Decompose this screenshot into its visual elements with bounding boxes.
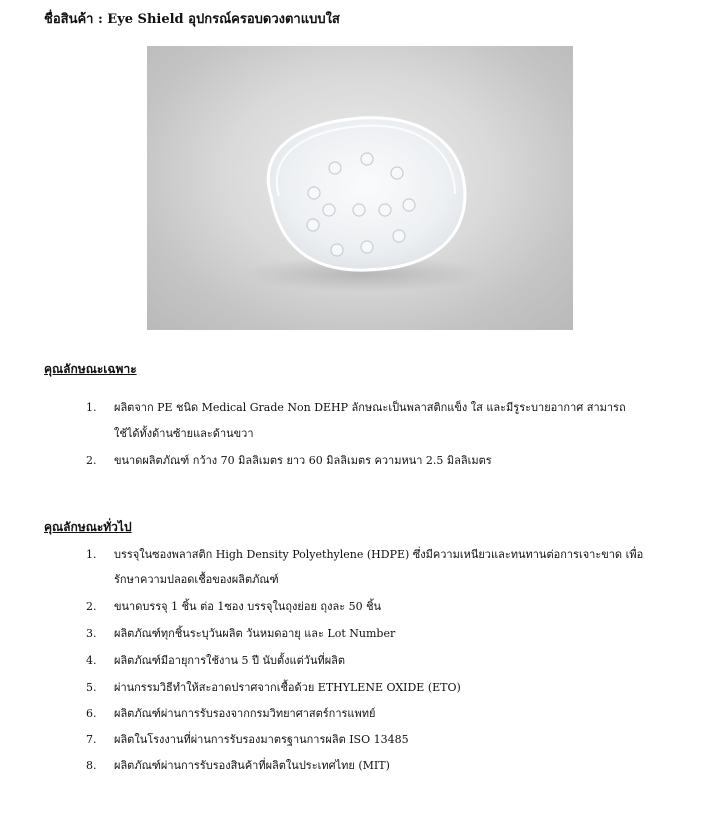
eye-shield-illustration — [147, 46, 573, 330]
product-photo — [147, 46, 573, 330]
list-item-text: ผลิตในโรงงานที่ผ่านการรับรองมาตรฐานการผลิต ISO 13485 — [114, 733, 409, 746]
list-item-text: ผลิตภัณฑ์ผ่านการรับรองจากกรมวิทยาศาสตร์การแพทย์ — [114, 707, 376, 720]
list-item-text: ขนาดบรรจุ 1 ชิ้น ต่อ 1ซอง บรรจุในถุงย่อย ถุงละ 50 ชิ้น — [114, 600, 382, 613]
list-item-text: ผลิตภัณฑ์ผ่านการรับรองสินค้าที่ผลิตในประเทศไทย (MIT) — [114, 759, 390, 772]
list-item-text: ผลิตภัณฑ์มีอายุการใช้งาน 5 ปี นับตั้งแต่วันที่ผลิต — [114, 654, 346, 667]
list-item-number: 2. — [86, 600, 97, 613]
list-item-number: 4. — [86, 654, 97, 667]
product-title: ชื่อสินค้า : Eye Shield อุปกรณ์ครอบดวงตาแบบใส — [44, 12, 340, 27]
specific-features-heading: คุณลักษณะเฉพาะ — [44, 362, 137, 376]
list-item-text: ผลิตภัณฑ์ทุกชิ้นระบุวันผลิต วันหมดอายุ และ Lot Number — [114, 627, 396, 640]
list-item-text: ผ่านกรรมวิธีทำให้สะอาดปราศจากเชื้อด้วย ETHYLENE OXIDE (ETO) — [114, 681, 461, 694]
list-item-text: บรรจุในซองพลาสติก High Density Polyethylene (HDPE) ซึ่งมีความเหนียวและทนทานต่อการเจาะขาด เพื่อ — [114, 548, 644, 561]
list-item-number: 5. — [86, 681, 97, 694]
list-item-number: 3. — [86, 627, 97, 640]
list-item-number: 1. — [86, 548, 97, 561]
list-item-number: 6. — [86, 707, 97, 720]
list-item-number: 8. — [86, 759, 97, 772]
list-item-text: ขนาดผลิตภัณฑ์ กว้าง 70 มิลลิเมตร ยาว 60 มิลลิเมตร ความหนา 2.5 มิลลิเมตร — [114, 454, 492, 467]
general-features-heading: คุณลักษณะทั่วไป — [44, 520, 132, 534]
list-item-text: ใช้ได้ทั้งด้านซ้ายและด้านขวา — [114, 427, 254, 440]
list-item-text: ผลิตจาก PE ชนิด Medical Grade Non DEHP ลักษณะเป็นพลาสติกแข็ง ใส และมีรูระบายอากาศ สามารถ — [114, 401, 626, 414]
list-item-number: 1. — [86, 401, 97, 414]
list-item-number: 7. — [86, 733, 97, 746]
list-item-number: 2. — [86, 454, 97, 467]
list-item-text: รักษาความปลอดเชื้อของผลิตภัณฑ์ — [114, 573, 279, 586]
